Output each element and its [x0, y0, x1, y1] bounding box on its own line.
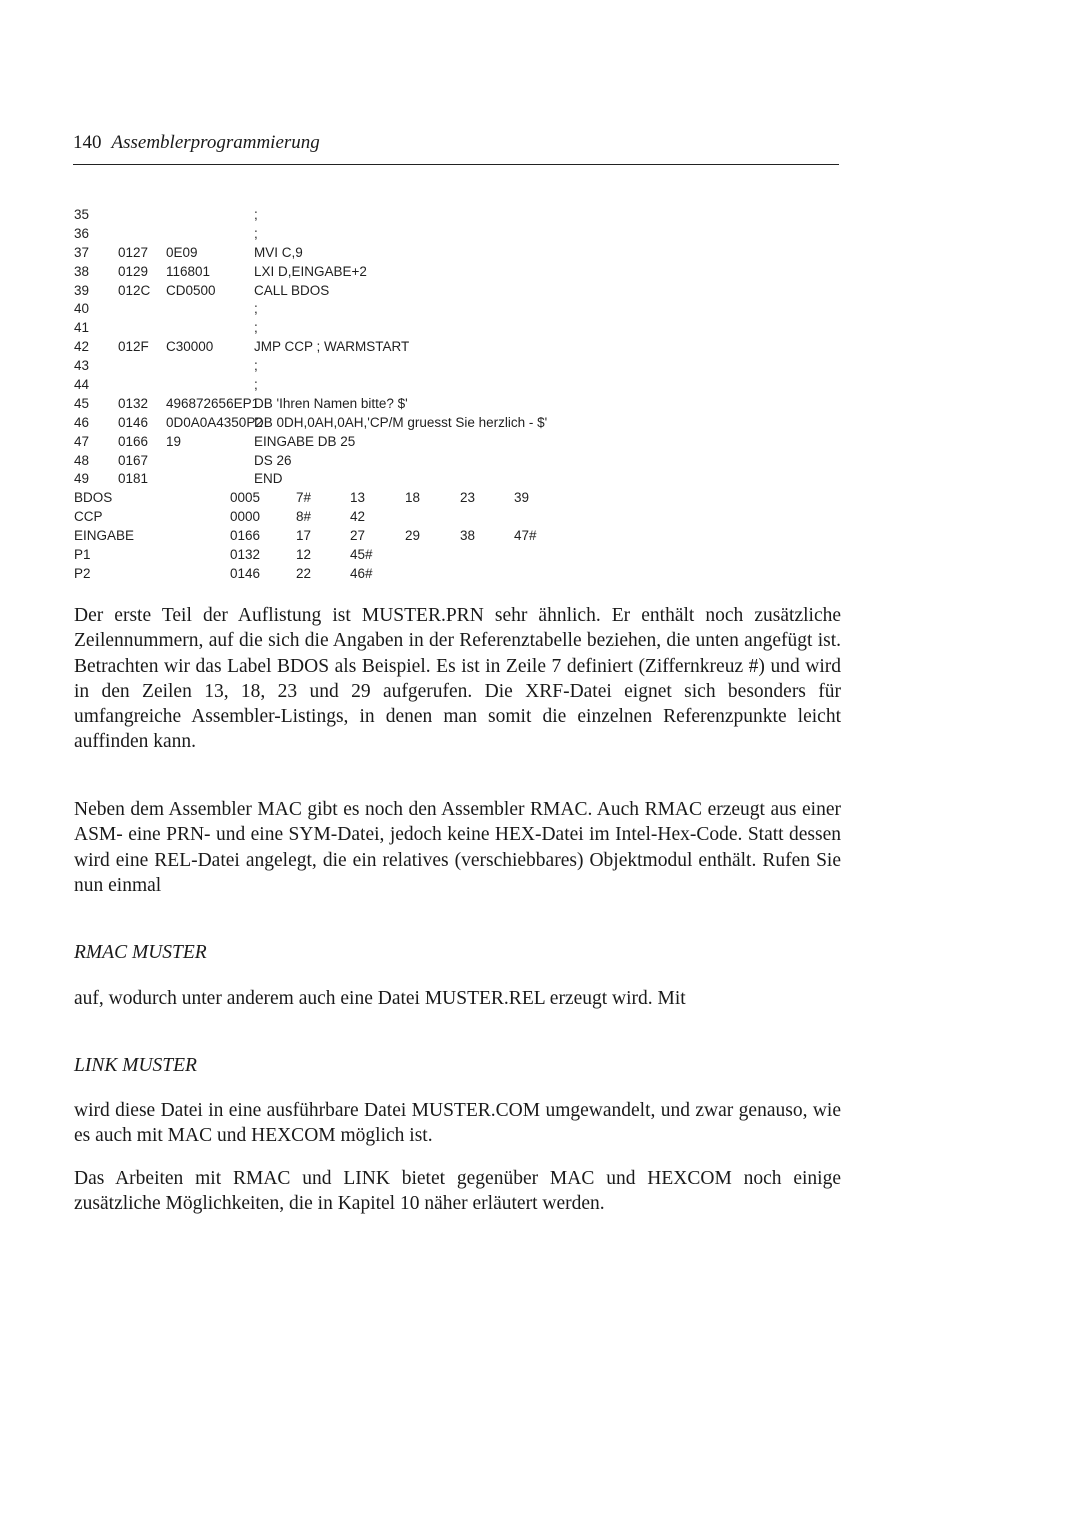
object-code: 496872656EP1: [166, 395, 260, 411]
listing-line: [74, 452, 834, 471]
header-rule: [73, 164, 839, 165]
xref-reference: 18: [405, 490, 421, 506]
command-text: LINK MUSTER: [74, 1055, 197, 1076]
source-statement: CALL BDOS: [254, 282, 330, 298]
xref-reference: 46#: [350, 565, 373, 581]
paragraph-1: [74, 603, 841, 755]
object-code: 0D0A0A4350P2: [166, 414, 263, 430]
xref-symbol: CCP: [74, 509, 103, 525]
command-link: [74, 1053, 841, 1078]
line-number: 35: [74, 207, 90, 222]
listing-line: [74, 263, 834, 282]
xref-value: 0005: [230, 490, 261, 506]
command-text: RMAC MUSTER: [74, 942, 207, 963]
source-statement: ;: [254, 207, 258, 222]
paragraph-text: Das Arbeiten mit RMAC und LINK bietet gegenüber MAC und HEXCOM noch einige zusätzliche Möglichkeiten, die in Kapitel 10 näher erläutert werden.: [74, 1168, 841, 1215]
xref-reference: 42: [350, 509, 366, 525]
line-number: 37: [74, 244, 90, 260]
page-number: 140: [73, 132, 102, 153]
page-header: [73, 131, 320, 155]
line-number: 42: [74, 339, 90, 355]
paragraph-text: Neben dem Assembler MAC gibt es noch den Assembler RMAC. Auch RMAC erzeugt aus einer ASM- eine PRN- und eine SYM-Datei, jedoch keine HEX-Datei im Intel-Hex-Code. Statt dessen wird eine REL-Datei angelegt, die ein relatives (verschiebbares) Objektmodul enthält. Rufen Sie nun einmal: [74, 799, 841, 896]
source-statement: ;: [254, 358, 258, 374]
xref-reference: 13: [350, 490, 366, 506]
listing-line: [74, 300, 834, 319]
address: 0132: [118, 395, 149, 411]
xref-line: [74, 546, 834, 565]
paragraph-text: auf, wodurch unter anderem auch eine Datei MUSTER.REL erzeugt wird. Mit: [74, 988, 686, 1009]
listing-line: [74, 225, 834, 244]
source-statement: ;: [254, 301, 258, 317]
assembler-listing: [74, 206, 834, 584]
xref-line: [74, 489, 834, 508]
xref-reference: 38: [460, 528, 476, 544]
xref-symbol: BDOS: [74, 490, 113, 506]
xref-reference: 22: [296, 565, 312, 581]
object-code: C30000: [166, 339, 214, 355]
paragraph-4: [74, 1098, 841, 1149]
object-code: CD0500: [166, 282, 216, 298]
address: 0127: [118, 244, 149, 260]
xref-symbol: P1: [74, 547, 91, 563]
address: 0167: [118, 452, 149, 468]
listing-line: [74, 357, 834, 376]
address: 0166: [118, 433, 149, 449]
source-statement: LXI D,EINGABE+2: [254, 263, 367, 279]
paragraph-3: [74, 986, 841, 1011]
line-number: 44: [74, 377, 90, 393]
xref-reference: 8#: [296, 509, 312, 525]
object-code: 116801: [166, 263, 211, 279]
xref-value: 0132: [230, 547, 261, 563]
xref-reference: 23: [460, 490, 476, 506]
listing-line: [74, 244, 834, 263]
source-statement: END: [254, 471, 283, 487]
listing-line: [74, 376, 834, 395]
line-number: 43: [74, 358, 90, 374]
paragraph-text: wird diese Datei in eine ausführbare Datei MUSTER.COM umgewandelt, und zwar genauso, wie es auch mit MAC und HEXCOM möglich ist.: [74, 1100, 841, 1147]
line-number: 41: [74, 320, 90, 336]
xref-reference: 7#: [296, 490, 312, 506]
address: 012F: [118, 339, 149, 355]
address: 0129: [118, 263, 149, 279]
xref-value: 0000: [230, 509, 261, 525]
listing-line: [74, 206, 834, 225]
source-statement: ;: [254, 320, 258, 336]
source-statement: JMP CCP ; WARMSTART: [254, 339, 410, 355]
object-code: 19: [166, 433, 182, 449]
address: 0181: [118, 471, 149, 487]
xref-symbol: EINGABE: [74, 528, 135, 544]
source-statement: DB 'Ihren Namen bitte? $': [254, 395, 408, 411]
address: 0146: [118, 414, 149, 430]
listing-line: [74, 395, 834, 414]
line-number: 36: [74, 225, 90, 241]
xref-line: [74, 508, 834, 527]
xref-value: 0166: [230, 528, 261, 544]
listing-line: [74, 282, 834, 301]
source-statement: ;: [254, 377, 258, 393]
listing-line: [74, 470, 834, 489]
paragraph-text: Der erste Teil der Auflistung ist MUSTER.PRN sehr ähnlich. Er enthält noch zusätzliche Zeilennummern, auf die sich die Angaben in der Referenztabelle beziehen, die unten angefügt ist. Betrachten wir das Label BDOS als Beispiel. Es ist in Zeile 7 definiert (Ziffernkreuz #) und wird in den Zeilen 13, 18, 23 und 29 aufgerufen. Die XRF-Datei eignet sich besonders für umfangreiche Assembler-Listings, in denen man somit die einzelnen Referenzpunkte leicht auffinden kann.: [74, 605, 841, 753]
line-number: 39: [74, 282, 90, 298]
xref-line: [74, 527, 834, 546]
xref-value: 0146: [230, 565, 261, 581]
xref-reference: 39: [514, 490, 530, 506]
line-number: 49: [74, 471, 90, 487]
xref-reference: 17: [296, 528, 312, 544]
listing-line: [74, 338, 834, 357]
listing-line: [74, 319, 834, 338]
command-rmac: [74, 940, 841, 965]
paragraph-5: [74, 1166, 841, 1217]
line-number: 45: [74, 395, 90, 411]
object-code: 0E09: [166, 244, 198, 260]
xref-line: [74, 565, 834, 584]
xref-symbol: P2: [74, 565, 91, 581]
source-statement: ;: [254, 225, 258, 241]
running-title: Assemblerprogrammierung: [111, 132, 320, 153]
xref-reference: 12: [296, 547, 312, 563]
address: 012C: [118, 282, 151, 298]
source-statement: DS 26: [254, 452, 292, 468]
line-number: 46: [74, 414, 90, 430]
source-statement: DB 0DH,0AH,0AH,'CP/M gruesst Sie herzlich - $': [254, 414, 548, 430]
source-statement: EINGABE DB 25: [254, 433, 356, 449]
paragraph-2: [74, 797, 841, 898]
line-number: 40: [74, 301, 90, 317]
line-number: 38: [74, 263, 90, 279]
line-number: 47: [74, 433, 90, 449]
xref-reference: 29: [405, 528, 421, 544]
xref-reference: 27: [350, 528, 366, 544]
listing-line: [74, 433, 834, 452]
source-statement: MVI C,9: [254, 244, 303, 260]
xref-reference: 45#: [350, 547, 373, 563]
listing-line: [74, 414, 834, 433]
line-number: 48: [74, 452, 90, 468]
xref-reference: 47#: [514, 528, 537, 544]
